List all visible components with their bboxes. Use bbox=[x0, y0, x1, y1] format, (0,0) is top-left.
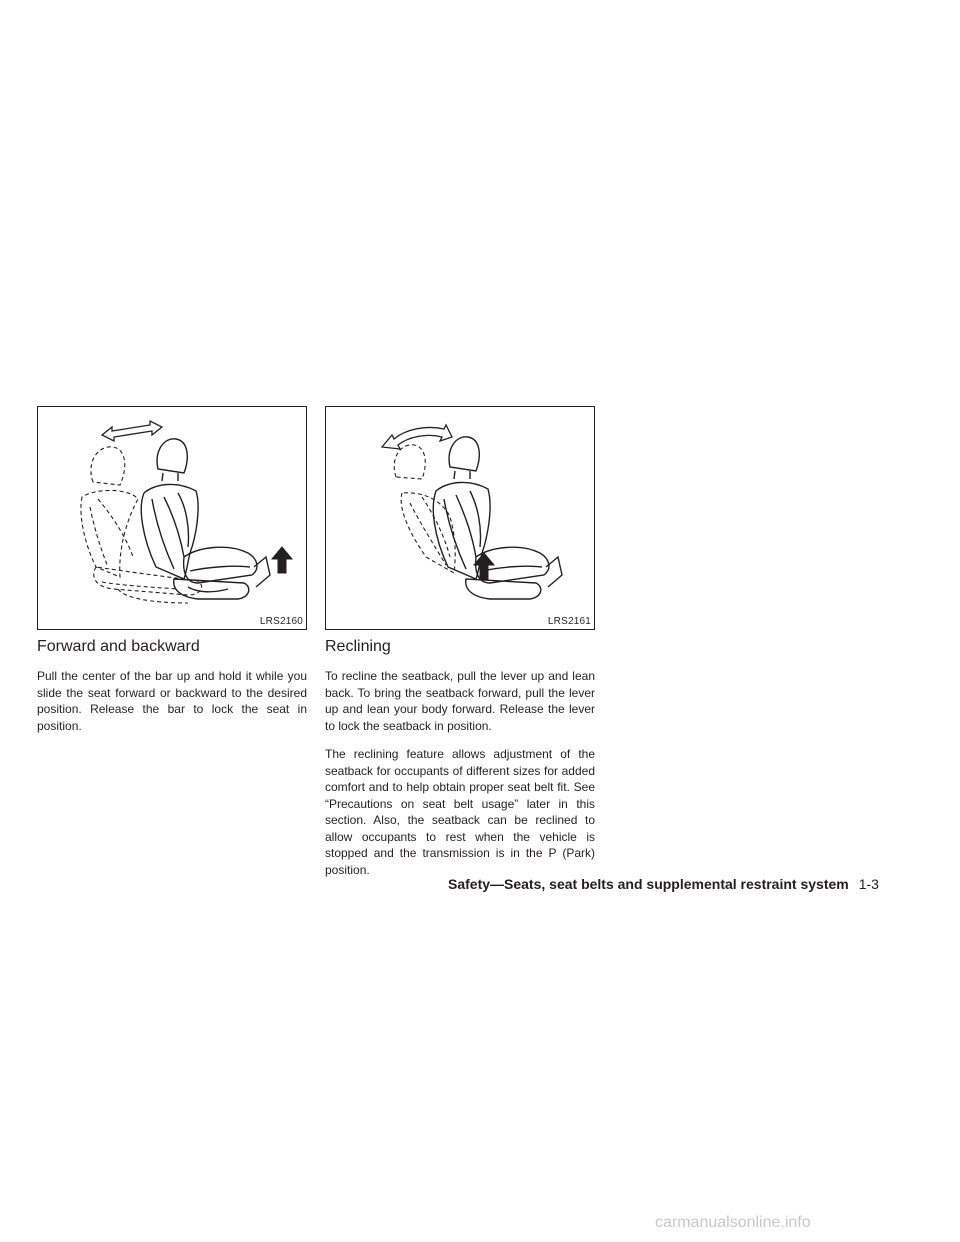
reclining-section bbox=[325, 406, 595, 890]
section-heading: Reclining bbox=[325, 638, 391, 655]
seat-recline-drawing bbox=[326, 407, 594, 629]
page-number: 1-3 bbox=[858, 876, 879, 892]
figure-code: LRS2160 bbox=[259, 616, 303, 627]
body-paragraph: To recline the seatback, pull the lever up and lean back. To bring the seatback forward, pull the lever up and lean your body forward. Release the lever to lock the seatback in position. bbox=[325, 669, 595, 733]
footer-section-title: Safety—Seats, seat belts and supplemental restraint system bbox=[448, 876, 849, 892]
forward-backward-section bbox=[37, 406, 307, 746]
page-footer bbox=[448, 876, 879, 892]
watermark: carmanualsonline.info bbox=[655, 1214, 811, 1231]
body-paragraph: Pull the center of the bar up and hold it while you slide the seat forward or backward to the desired position. Release the bar to lock the seat in position. bbox=[37, 669, 307, 733]
seat-slide-drawing bbox=[38, 407, 306, 629]
seat-slide-illustration bbox=[37, 406, 307, 630]
figure-code: LRS2161 bbox=[547, 616, 591, 627]
seat-recline-illustration bbox=[325, 406, 595, 630]
body-paragraph: The reclining feature allows adjustment of the seatback for occupants of different sizes for added comfort and to help obtain proper seat belt fit. See “Precautions on seat belt usage” later in this section. Also, the seatback can be reclined to allow occupants to rest when the vehicle is stopped and the transmission is in the P (Park) position. bbox=[325, 747, 595, 877]
section-heading: Forward and backward bbox=[37, 638, 200, 655]
